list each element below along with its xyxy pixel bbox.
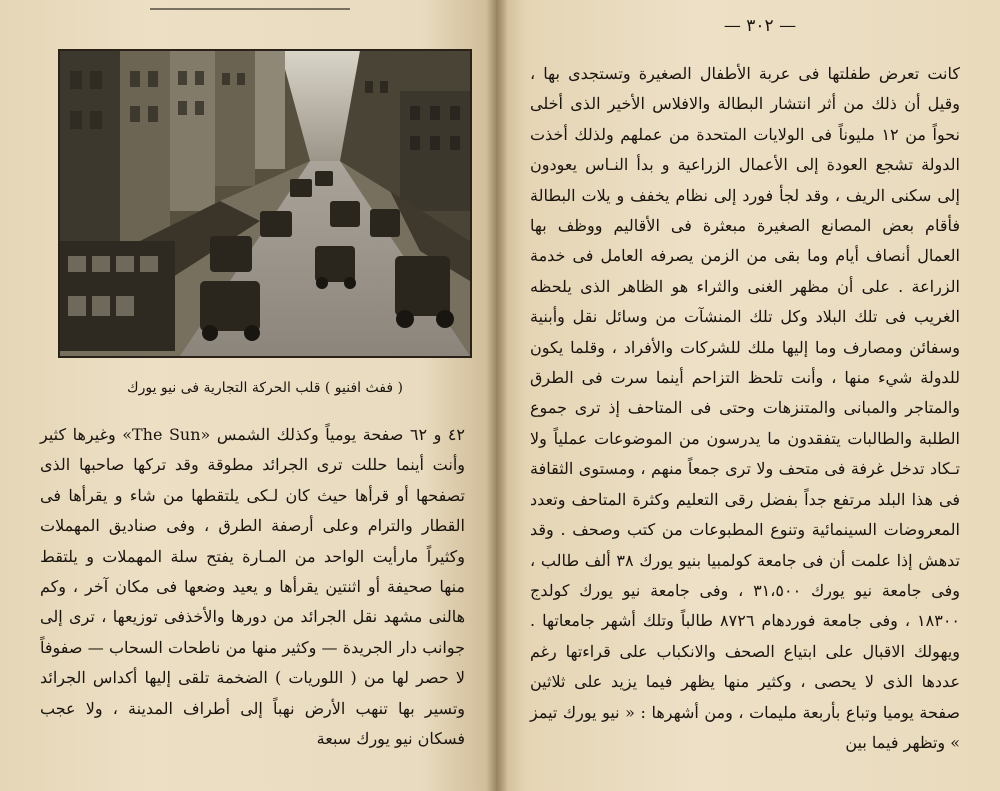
left-page-text <box>40 420 465 754</box>
street-photo-icon <box>60 51 470 356</box>
left-page-paragraph: ٤٢ و ٦٢ صفحة يومياً وكذلك الشمس «The Sun» وغيرها كثير وأنت أينما حللت ترى الجرائد مطوقة وقد تركها صاحبها الذى تصفحها أو قرأها حيث كان لـكى يلتقطها من شاء و يقرأها فى القطار والترام وعلى أرصفة الطرق ، وفى صناديق المهملات وكثيراً مارأيت الواحد من المـارة يفتح سلة المهملات و يلتقط منها صحيفة أو اثنتين يقرأها و يعيد وضعها فى مكان آخر ، وكم هالنى مشهد نقل الجرائد من دورها والأخذفى توزيعها ، ترى إلى جوانب دار الجريدة — وكثير منها من ناطحات السحاب — صفوفاً لا حصر لها من ( اللوريات ) الضخمة تلقى إليها أكداس الجرائد وتسير بها تنهب الأرض نهباً إلى أطراف المدينة ، ولا عجب فسكان نيو يورك سبعة <box>40 425 466 749</box>
previous-page-edge <box>150 0 350 10</box>
photo-caption: ( ففث افنيو ) قلب الحركة التجارية فى نيو يورك <box>127 380 403 396</box>
book-gutter <box>486 0 508 791</box>
left-page <box>0 0 496 791</box>
right-page-paragraph: كانت تعرض طفلتها فى عربة الأطفال الصغيرة وتستجدى بها ، وقيل أن ذلك من أثر انتشار البطالة والافلاس الأخير الذى أخلى نحواً من ١٢ مليوناً فى الولايات المتحدة من عملهم ولذلك أخذت الدولة تشجع العودة إلى الأعمال الزراعية و بدأ النـاس يعودون إلى سكنى الريف ، وقد لجأ فورد إلى نظام يخفف و يلات البطالة فأقام بعض المصانع الصغيرة مبعثرة فى الأقاليم ووظف بها العمال أنصاف أيام وما بقى من الزمن يصرفه العامل فى خدمة الزراعة . على أن مظهر الغنى والثراء هو الظاهر الذى يلحظه الغريب فى تلك البلاد وكل تلك المنشآت من وسائل نقل وأبنية وسفائن ومصارف وما إليها ملك للشركات والأفراد ، وقلما يكون للدولة شيء منها ، وأنت تلحظ التزاحم أينما سرت فى الطرق والمتاجر والمبانى والمتنزهات وحتى فى المتاحف إذ ترى جموع الطلبة والطالبات يتفقدون ما يدرسون من الموضوعات عملياً ولا تـكاد تدخل غرفة فى متحف ولا ترى جمعاً منهم ، ومستوى الثقافة فى هذا البلد مرتفع جداً بفضل رقى التعليم وكثرة المتاحف وتعدد المعروضات السينمائية وتنوع المطبوعات من كتب وصحف . وقد تدهش إذا علمت أن فى جامعة كولمبيا بنيو يورك ٣٨ ألف طالب ، وفى جامعة نيو يورك ٣١،٥٠٠ ، وفى جامعة نيو يورك كولدج ١٨٣٠٠ ، وفى جامعة فوردهام ٨٧٢٦ طالباً وتلك أشهر جامعاتها . ويهولك الاقبال على ابتياع الصحف والانكباب على قراءتها رغم عددها الذى لا يحصى ، وكثير منها يظهر فيما يزيد على ثلاثين صفحة يوميا وتباع بأربعة مليمات ، ومن أشهرها : « نيو يورك تيمز » وتظهر فيما بين <box>530 64 961 752</box>
right-page-text <box>530 59 960 758</box>
page-number: — ٣٠٢ — <box>723 16 797 36</box>
fifth-avenue-photo <box>58 49 472 358</box>
